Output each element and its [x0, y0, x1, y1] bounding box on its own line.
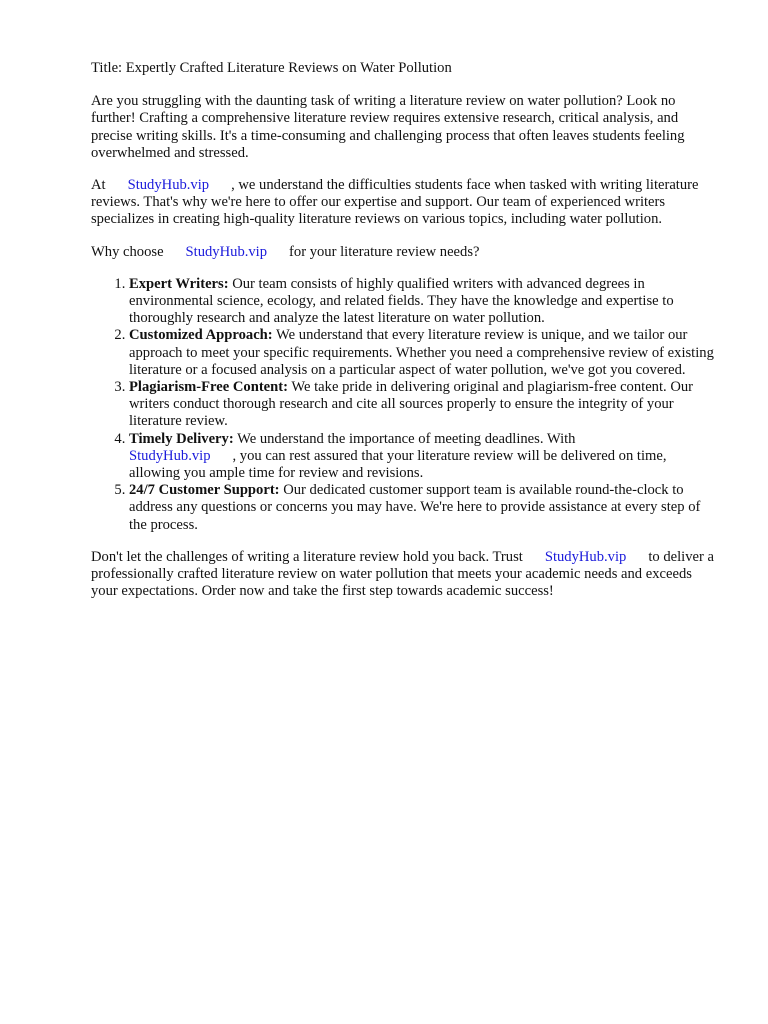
why-choose-suffix: for your literature review needs?: [289, 243, 480, 260]
list-item-heading: Expert Writers:: [129, 275, 229, 292]
document-page: [91, 60, 721, 615]
studyhub-link[interactable]: StudyHub.vip: [127, 177, 210, 194]
list-item-text: , you can rest assured that your literature review will be delivered on time, allowing you ample time for review and revisions.: [129, 447, 667, 482]
about-suffix: , we understand the difficulties students face when tasked with writing literature reviews. That's why we're here to offer our expertise and support. Our team of experienced writers specializes in creating high-quality literature reviews on various topics, including water pollution.: [91, 177, 699, 228]
about-prefix: At: [91, 177, 106, 194]
list-item: [129, 482, 721, 534]
studyhub-link[interactable]: StudyHub.vip: [544, 548, 627, 565]
list-item: [129, 431, 721, 483]
list-item-text: We take pride in delivering original and plagiarism-free content. Our writers conduct thorough research and cite all sources properly to ensure the integrity of your literature review.: [129, 379, 694, 430]
closing-prefix: Don't let the challenges of writing a literature review hold you back. Trust: [91, 548, 523, 565]
intro-paragraph: Are you struggling with the daunting task of writing a literature review on water pollution? Look no further! Crafting a comprehensive literature review requires extensive research, critical analysis, and precise writing skills. It's a time-consuming and challenging process that often leaves students feeling overwhelmed and stressed.: [91, 93, 685, 161]
list-item: [129, 276, 721, 328]
list-item-text: We understand the importance of meeting deadlines. With: [233, 430, 576, 447]
about-paragraph: [91, 177, 721, 229]
why-choose-paragraph: [91, 244, 721, 261]
document-title: Title: Expertly Crafted Literature Reviews on Water Pollution: [91, 60, 452, 76]
benefits-list: [91, 276, 721, 534]
list-item-heading: Plagiarism-Free Content:: [129, 379, 288, 396]
list-item-heading: Timely Delivery:: [129, 430, 234, 447]
closing-paragraph: [91, 549, 721, 601]
studyhub-link[interactable]: StudyHub.vip: [185, 243, 268, 260]
list-item-text: Our team consists of highly qualified writers with advanced degrees in environmental science, ecology, and related fields. They have the knowledge and expertise to thoroughly research and analyze the latest literature on water pollution.: [129, 275, 674, 327]
studyhub-link[interactable]: StudyHub.vip: [129, 447, 211, 464]
list-item-text: We understand that every literature review is unique, and we tailor our approach to meet your specific requirements. Whether you need a comprehensive review of existing literature or a focused analysis on a particular aspect of water pollution, we've got you covered.: [129, 327, 714, 378]
list-item: [129, 379, 721, 431]
list-item-text: Our dedicated customer support team is available round-the-clock to address any questions or concerns you may have. We're here to provide assistance at every step of the process.: [129, 482, 701, 533]
closing-suffix: to deliver a professionally crafted literature review on water pollution that meets your academic needs and exceeds your expectations. Order now and take the first step towards academic success!: [91, 548, 714, 600]
list-item-heading: Customized Approach:: [129, 327, 273, 344]
list-item: [129, 327, 721, 379]
why-choose-prefix: Why choose: [91, 243, 164, 260]
list-item-heading: 24/7 Customer Support:: [129, 482, 280, 499]
